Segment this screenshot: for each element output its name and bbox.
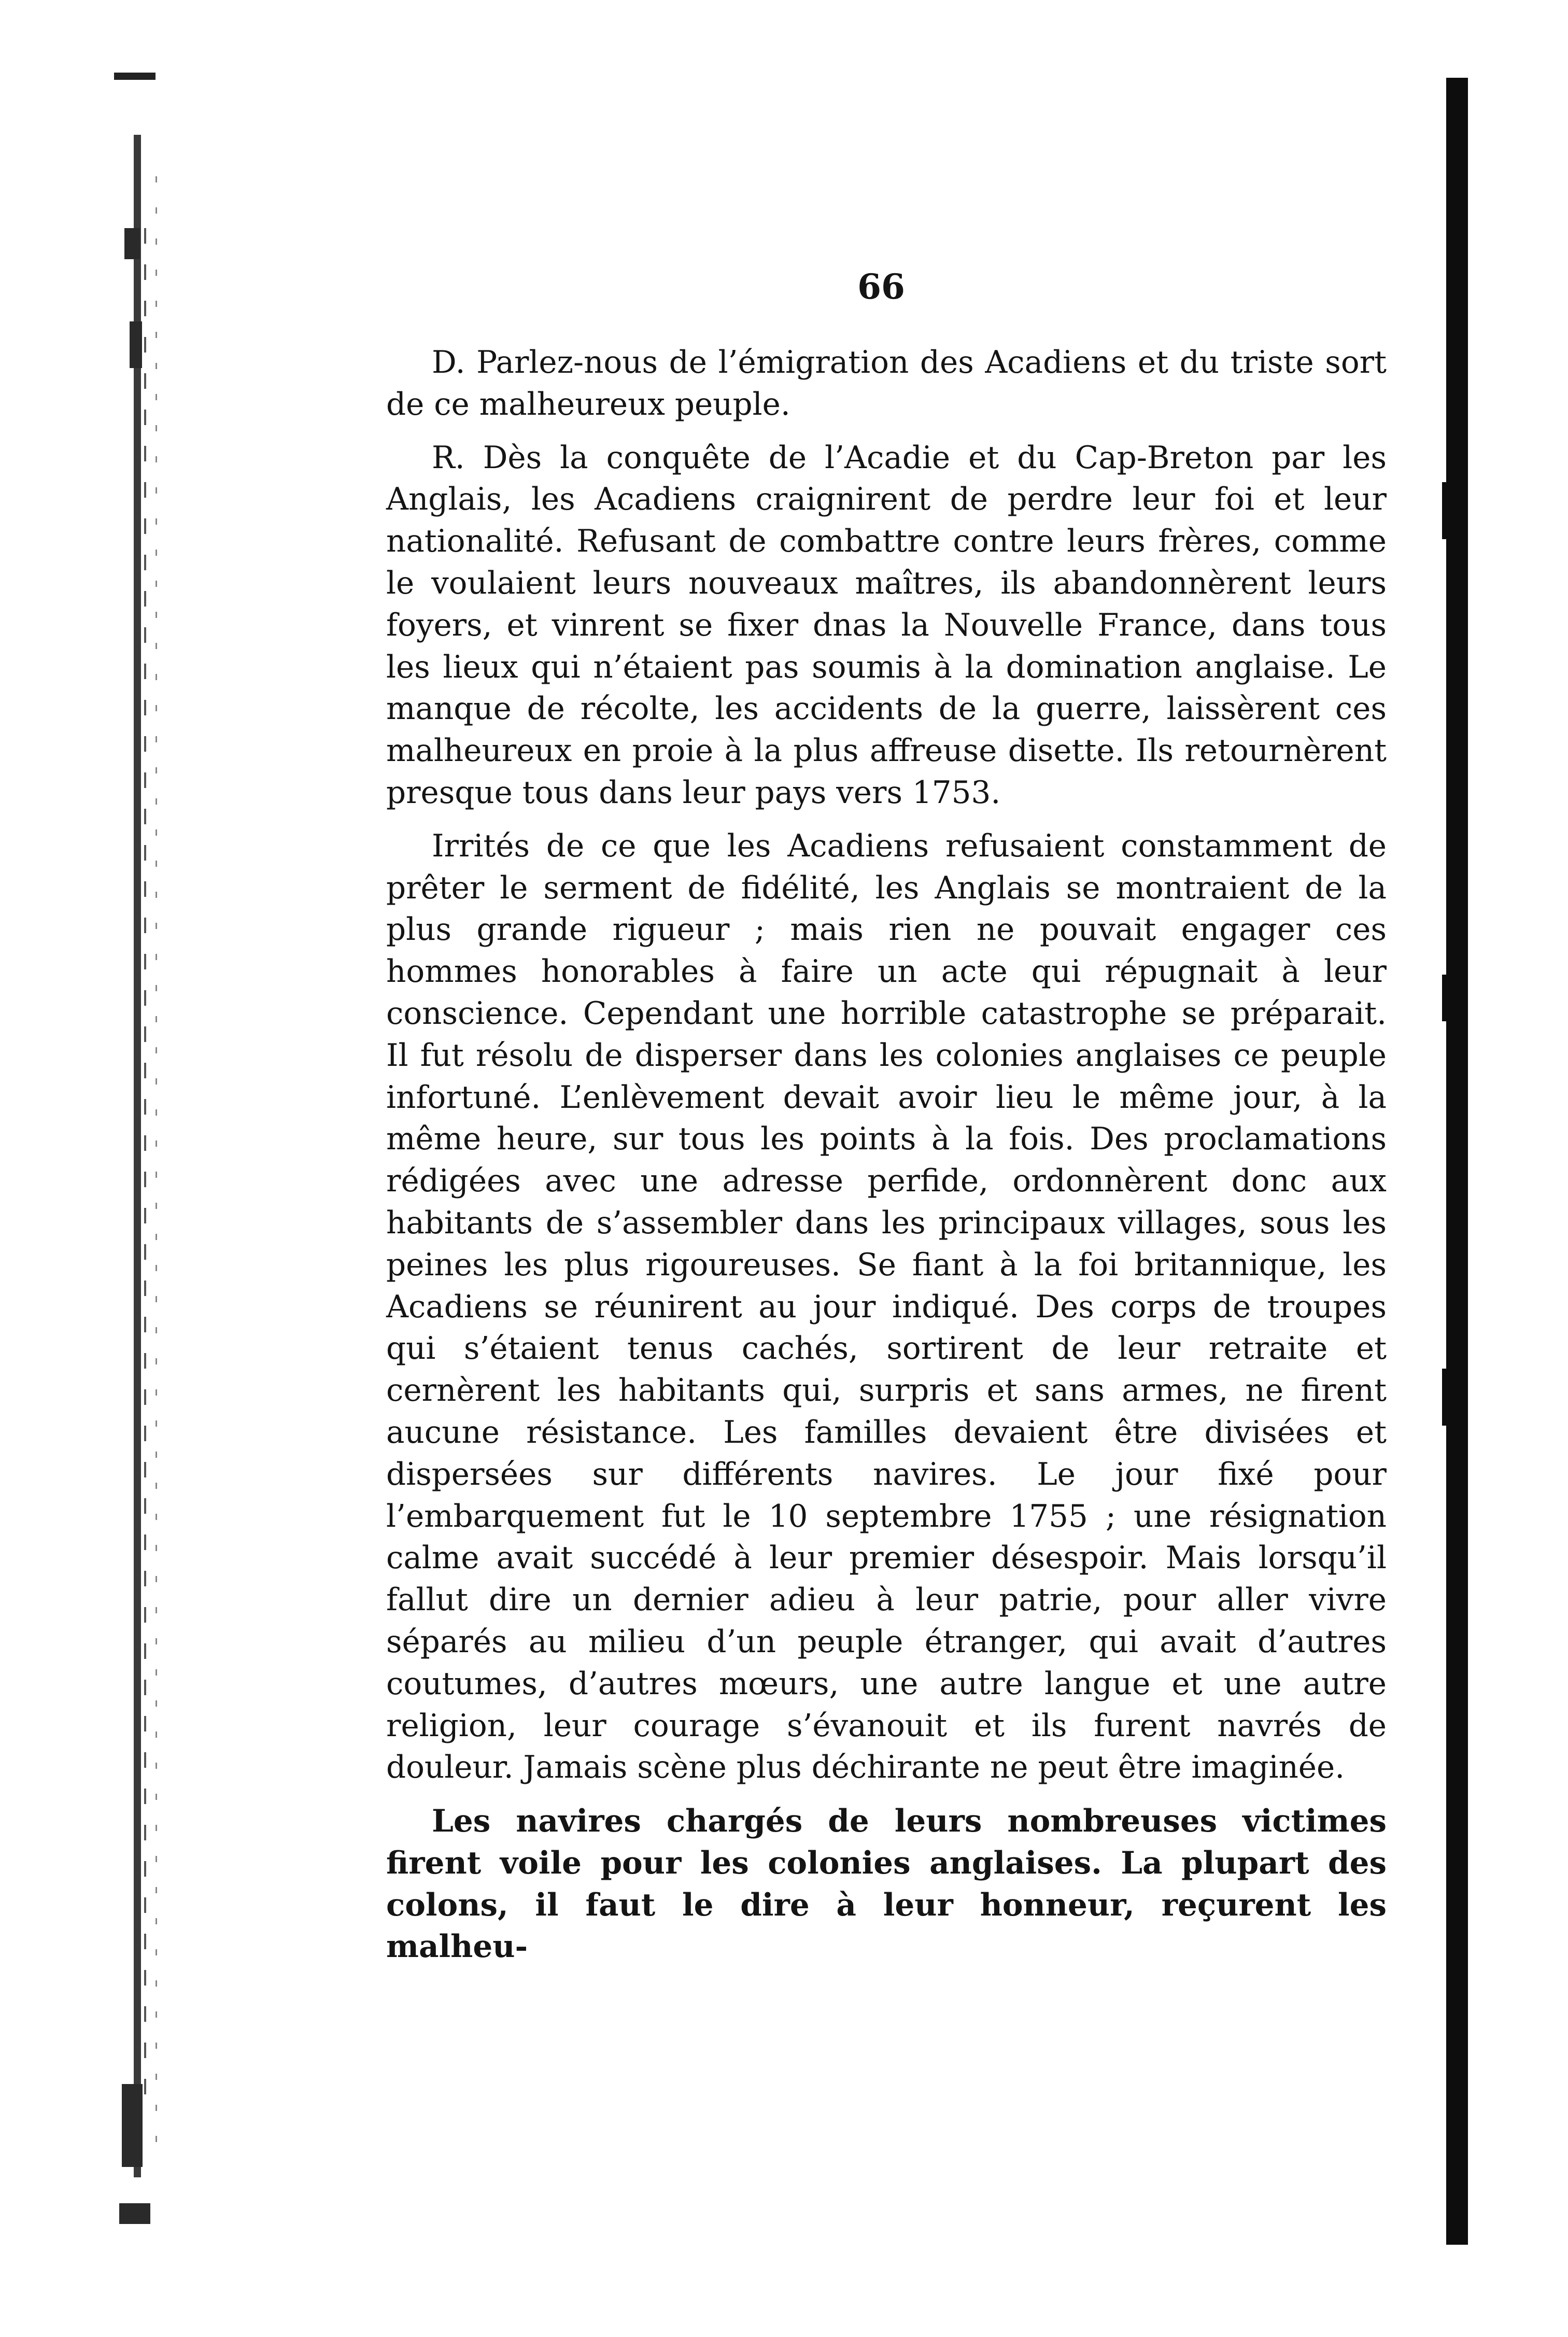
paragraph-irrites: Irrités de ce que les Acadiens refusaient constamment de prêter le serment de fidélité, les Anglais se montraient de la plus grande rigueur ; mais rien ne pouvait engager ces hommes honorables à faire un acte qui répugnait à leur conscience. Cependant une horrible catastrophe se préparait. Il fut résolu de disperser dans les colonies anglaises ce peuple infortuné. L’enlèvement devait avoir lieu le même jour, à la même heure, sur tous les points à la fois. Des proclamations rédigées avec une adresse perfide, ordonnèrent donc aux habitants de s’assembler dans les principaux villages, sous les peines les plus rigoureuses. Se fiant à la foi britannique, les Acadiens se réunirent au jour indiqué. Des corps de troupes qui s’étaient tenus cachés, sortirent de leur retraite et cernèrent les habitants qui, surpris et sans armes, ne firent aucune résistance. Les familles devaient être divisées et dispersées sur différents navires. Le jour fixé pour l’embarquement fut le 10 septembre 1755 ; une résignation calme avait succédé à leur premier désespoir. Mais lorsqu’il fallut dire un dernier adieu à leur patrie, pour aller vivre séparés au milieu d’un peuple étranger, qui avait d’autres coutumes, d’autres mœurs, une autre langue et une autre religion, leur courage s’évanouit et ils furent navrés de douleur. Jamais scène plus déchirante ne peut être imaginée. (386, 828, 1387, 1786)
binding-edge-line (134, 135, 141, 2177)
edge-ink-spot (130, 321, 142, 368)
binding-edge-dashes (144, 228, 146, 2094)
right-binding-bar (1446, 78, 1468, 2245)
right-binding-notch (1442, 482, 1448, 539)
edge-ink-spot (119, 2203, 150, 2224)
edge-mark (114, 73, 156, 80)
paragraph-navires: Les navires chargés de leurs nombreuses victimes firent voile pour les colonies anglaises. La plupart des colons, il faut le dire à leur honneur, reçurent les malheu- (386, 1803, 1387, 1965)
binding-edge-dots (156, 176, 157, 2146)
edge-ink-spot (124, 228, 140, 259)
right-binding-notch (1442, 1369, 1448, 1426)
right-binding-notch (1442, 975, 1448, 1021)
question-paragraph: D. Parlez-nous de l’émigration des Acadiens et du triste sort de ce malheureux peuple. (386, 345, 1387, 423)
body-text (386, 342, 1387, 1968)
page-number: 66 (857, 266, 905, 307)
left-scan-edge (104, 73, 166, 2234)
answer-paragraph: R. Dès la conquête de l’Acadie et du Cap-Breton par les Anglais, les Acadiens craignirent de perdre leur foi et leur nationalité. Refusant de combattre contre leurs frères, comme le voulaient leurs nouveaux maîtres, ils abandonnèrent leurs foyers, et vinrent se fixer dnas la Nouvelle France, dans tous les lieux qui n’étaient pas soumis à la domination anglaise. Le manque de récolte, les accidents de la guerre, laissèrent ces malheureux en proie à la plus affreuse disette. Ils retournèrent presque tous dans leur pays vers 1753. (386, 440, 1387, 811)
edge-ink-spot (122, 2084, 143, 2167)
